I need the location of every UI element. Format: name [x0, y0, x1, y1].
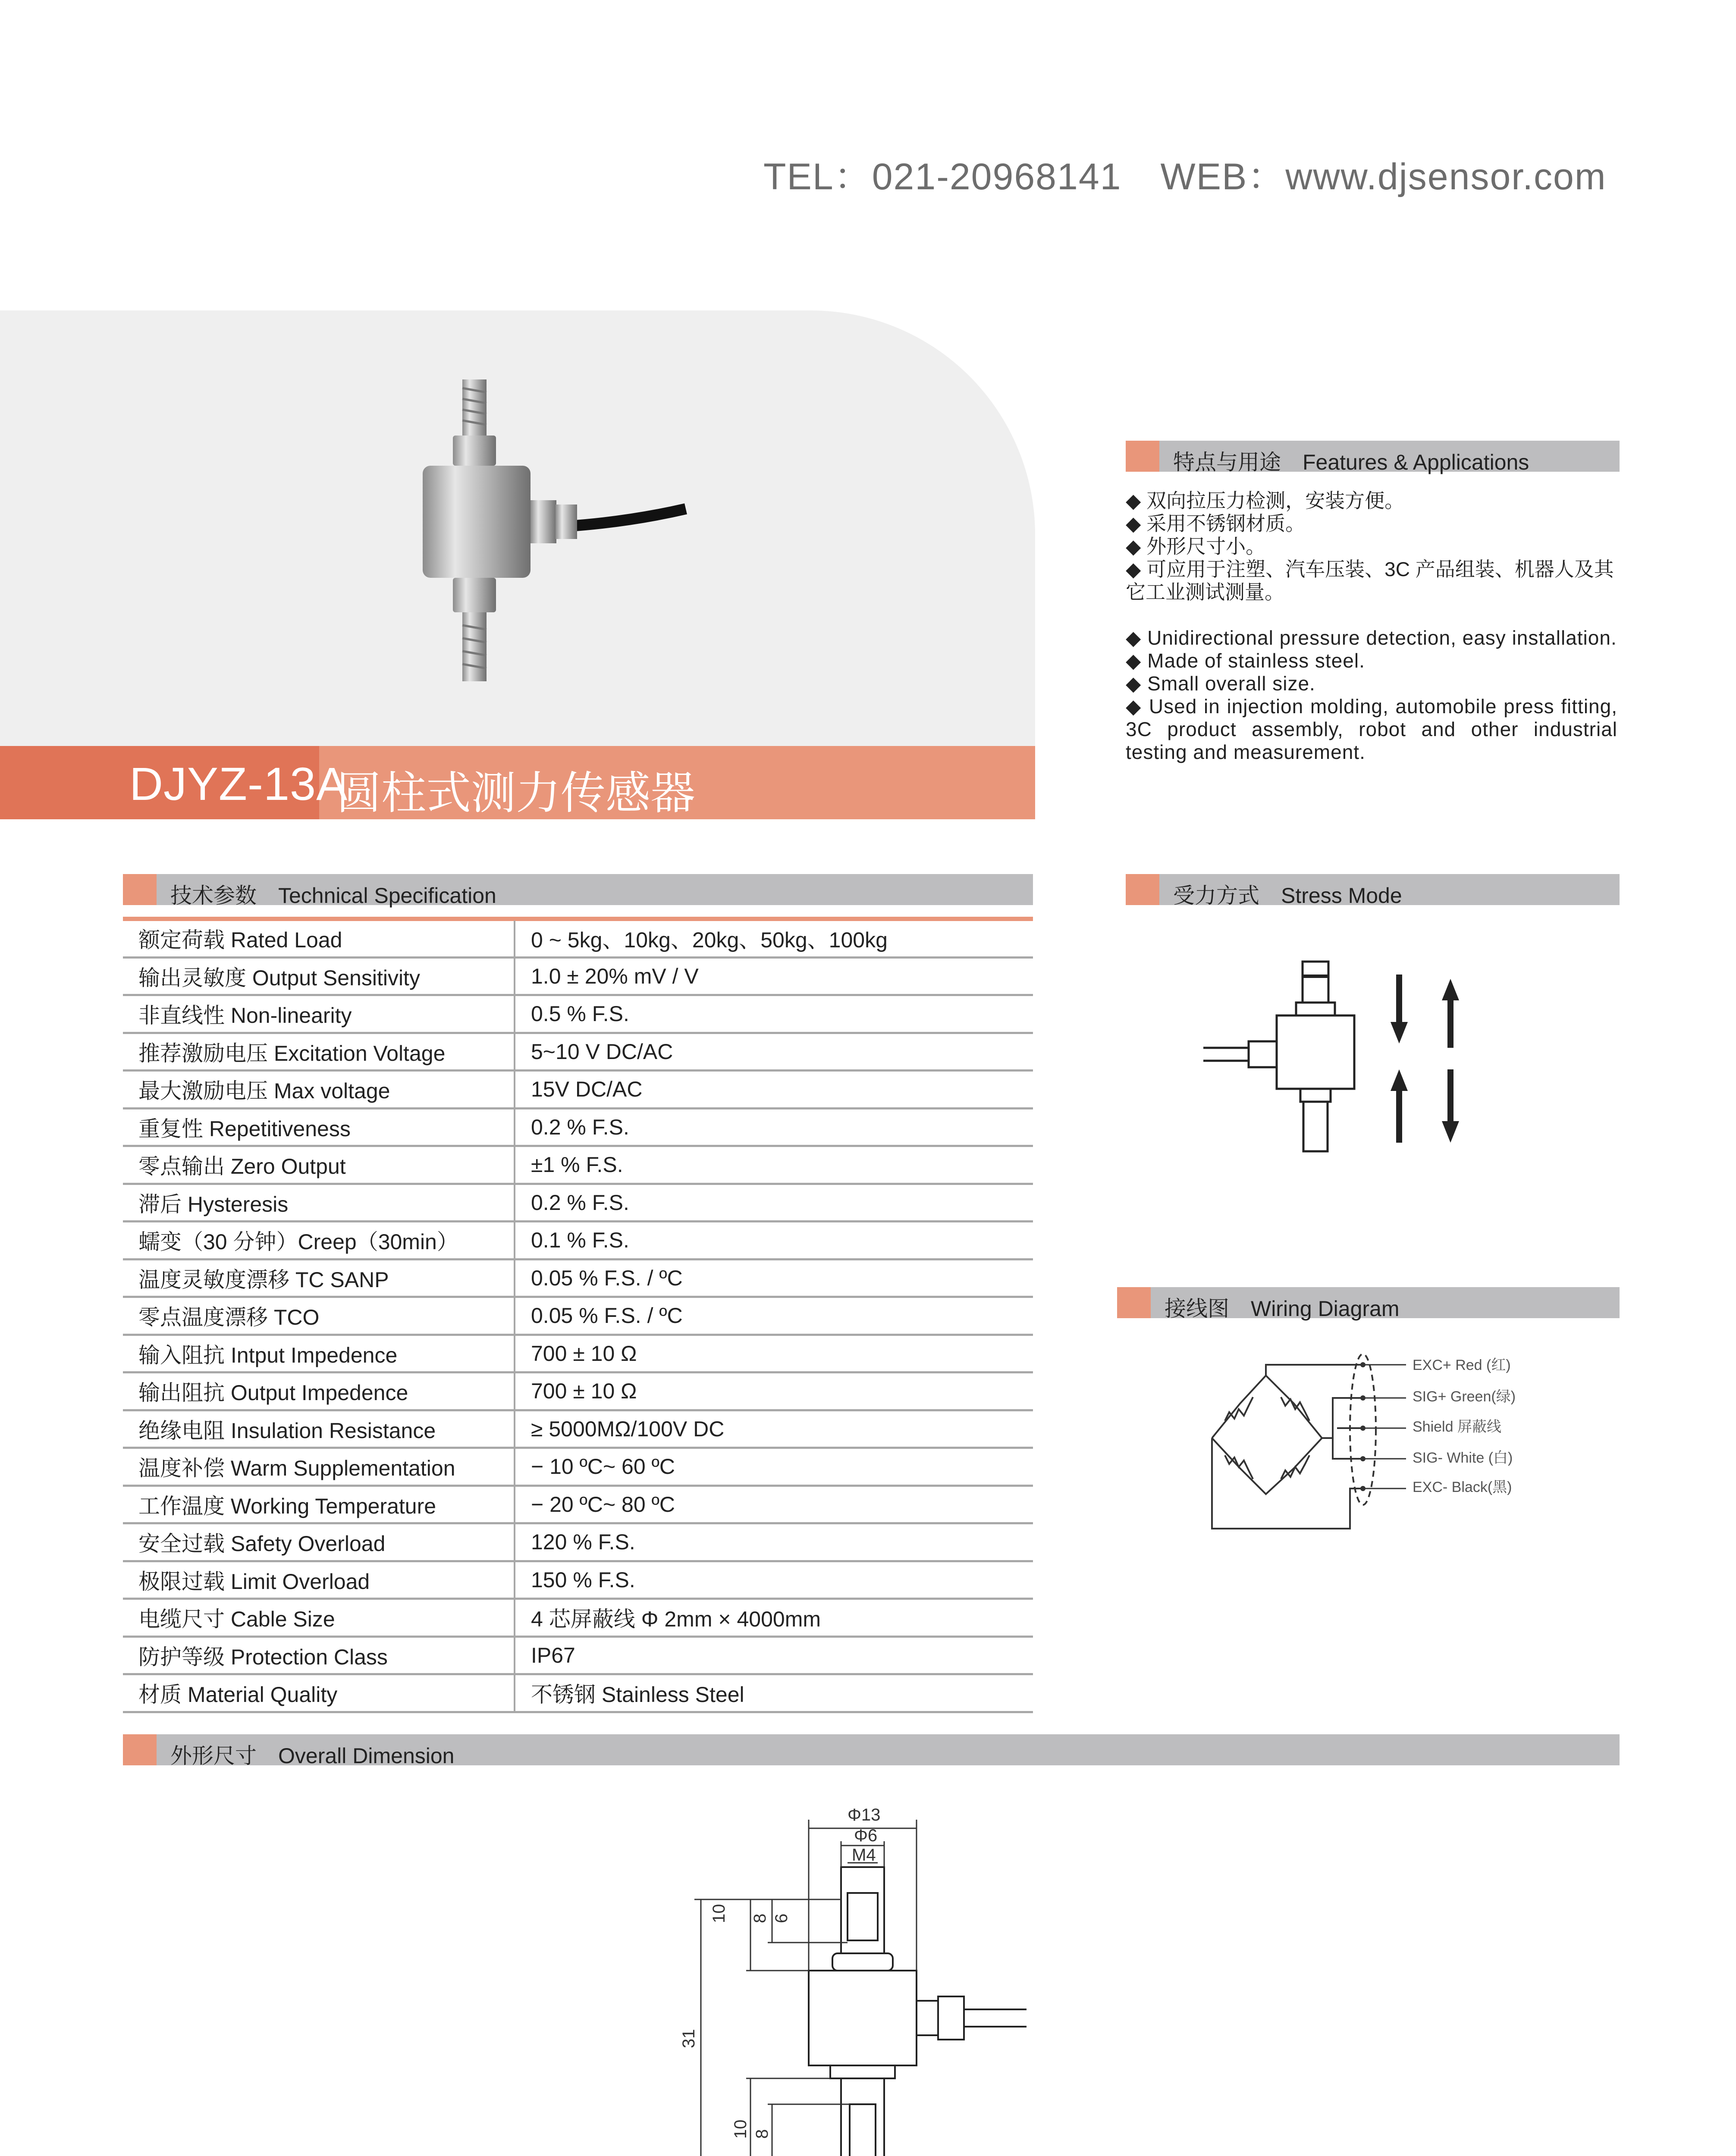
wire-label-exc-plus: EXC+ Red (红): [1413, 1357, 1511, 1373]
section-wiring-en: Wiring Diagram: [1251, 1297, 1400, 1321]
spec-label: 输出阻抗 Output Impedence: [123, 1373, 515, 1410]
spec-label: 温度补偿 Warm Supplementation: [123, 1448, 515, 1486]
table-row: [123, 1636, 1033, 1674]
tel-text: TEL：021-20968141: [763, 156, 1122, 197]
feature-cn-4: ◆ 可应用于注塑、汽车压装、3C 产品组装、机器人及其它工业测试测量。: [1126, 558, 1614, 603]
spec-value: 1.0 ± 20% mV / V: [515, 957, 1033, 995]
spec-value: 700 ± 10 Ω: [515, 1373, 1033, 1410]
table-row: [123, 1184, 1033, 1222]
spec-label: 零点输出 Zero Output: [123, 1146, 515, 1184]
section-specs-en: Technical Specification: [278, 884, 496, 908]
spec-label: 最大激励电压 Max voltage: [123, 1071, 515, 1109]
dim-h8-bot: 8: [753, 2129, 772, 2139]
spec-label: 额定荷载 Rated Load: [123, 921, 515, 957]
arrows: [1391, 975, 1459, 1143]
table-row: [123, 1410, 1033, 1448]
spec-value: 700 ± 10 Ω: [515, 1335, 1033, 1373]
spec-value: 0.05 % F.S. / ºC: [515, 1297, 1033, 1335]
spec-value: − 10 ºC~ 60 ºC: [515, 1448, 1033, 1486]
spec-label: 极限过载 Limit Overload: [123, 1561, 515, 1599]
table-row: [123, 1335, 1033, 1373]
section-specs-header: [123, 874, 1033, 908]
spec-value: 150 % F.S.: [515, 1561, 1033, 1599]
spec-label: 安全过载 Safety Overload: [123, 1523, 515, 1561]
section-features-cn: 特点与用途: [1173, 450, 1281, 474]
spec-label: 工作温度 Working Temperature: [123, 1485, 515, 1523]
table-row: [123, 1674, 1033, 1712]
spec-label: 防护等级 Protection Class: [123, 1636, 515, 1674]
spec-value: 0.5 % F.S.: [515, 995, 1033, 1033]
table-row: [123, 1523, 1033, 1561]
table-row: [123, 1485, 1033, 1523]
wire-label-sig-minus: SIG- White (白): [1413, 1450, 1513, 1466]
section-wiring-cn: 接线图: [1165, 1297, 1229, 1321]
section-stress-header: [1126, 874, 1620, 908]
web-text: WEB：www.djsensor.com: [1160, 156, 1607, 197]
spec-table: [123, 921, 1033, 1713]
spec-value: 4 芯屏蔽线 Φ 2mm × 4000mm: [515, 1599, 1033, 1637]
wire-label-exc-minus: EXC- Black(黑): [1413, 1479, 1512, 1495]
product-photo: [388, 379, 716, 724]
section-dimension-cn: 外形尺寸: [170, 1744, 257, 1768]
section-marker: [1126, 441, 1159, 472]
section-dimension-header: [123, 1734, 1620, 1768]
spec-label: 温度灵敏度漂移 TC SANP: [123, 1259, 515, 1297]
dim-d6-top: Φ6: [854, 1826, 878, 1845]
stress-mode-diagram: [1203, 957, 1479, 1173]
feature-en-1: ◆ Unidirectional pressure detection, easy installation.: [1126, 627, 1617, 649]
feature-cn-3: ◆ 外形尺寸小。: [1126, 535, 1266, 558]
dim-h10-top: 10: [709, 1904, 728, 1923]
feature-cn-2: ◆ 采用不锈钢材质。: [1126, 512, 1306, 535]
section-features-en: Features & Applications: [1303, 450, 1529, 474]
spec-label: 推荐激励电压 Excitation Voltage: [123, 1033, 515, 1071]
section-marker: [1126, 874, 1159, 905]
section-stress-cn: 受力方式: [1173, 884, 1259, 908]
feature-en-2: ◆ Made of stainless steel.: [1126, 649, 1365, 672]
spec-value: 不锈钢 Stainless Steel: [515, 1674, 1033, 1712]
spec-value: 120 % F.S.: [515, 1523, 1033, 1561]
spec-value: 0.05 % F.S. / ºC: [515, 1259, 1033, 1297]
spec-label: 材质 Material Quality: [123, 1674, 515, 1712]
section-wiring-header: [1117, 1287, 1620, 1321]
table-row: [123, 1222, 1033, 1260]
spec-value: 0.1 % F.S.: [515, 1222, 1033, 1260]
table-row: [123, 1259, 1033, 1297]
spec-label: 电缆尺寸 Cable Size: [123, 1599, 515, 1637]
table-row: [123, 921, 1033, 957]
features-text: [1126, 489, 1617, 764]
section-marker: [123, 1734, 157, 1765]
spec-label: 重复性 Repetitiveness: [123, 1108, 515, 1146]
section-stress-en: Stress Mode: [1281, 884, 1402, 908]
spec-value: 0.2 % F.S.: [515, 1108, 1033, 1146]
spec-label: 非直线性 Non-linearity: [123, 995, 515, 1033]
section-marker: [123, 874, 157, 905]
section-dimension-en: Overall Dimension: [278, 1744, 455, 1768]
spec-value: 0 ~ 5kg、10kg、20kg、50kg、100kg: [515, 921, 1033, 957]
spec-value: 5~10 V DC/AC: [515, 1033, 1033, 1071]
spec-value: ≥ 5000MΩ/100V DC: [515, 1410, 1033, 1448]
spec-value: IP67: [515, 1636, 1033, 1674]
spec-value: 15V DC/AC: [515, 1071, 1033, 1109]
spec-value: 0.2 % F.S.: [515, 1184, 1033, 1222]
table-row: [123, 1071, 1033, 1109]
dim-m4-top: M4: [852, 1846, 876, 1865]
feature-en-4: ◆ Used in injection molding, automobile press fitting, 3C product assembly, robot and other industrial testing and measurement.: [1126, 695, 1617, 763]
wiring-diagram: [1208, 1354, 1553, 1552]
spec-label: 输出灵敏度 Output Sensitivity: [123, 957, 515, 995]
dimension-drawing: [681, 1794, 1052, 2156]
wire-label-shield: Shield 屏蔽线: [1413, 1419, 1501, 1435]
dim-h6-top: 6: [772, 1913, 791, 1923]
feature-en-3: ◆ Small overall size.: [1126, 672, 1315, 695]
dim-d13: Φ13: [848, 1805, 881, 1824]
product-name: 圆柱式测力传感器: [336, 768, 696, 818]
spec-label: 零点温度漂移 TCO: [123, 1297, 515, 1335]
spec-label: 绝缘电阻 Insulation Resistance: [123, 1410, 515, 1448]
spec-label: 蠕变（30 分钟）Creep（30min）: [123, 1222, 515, 1260]
table-row: [123, 1561, 1033, 1599]
table-row: [123, 1448, 1033, 1486]
wire-label-sig-plus: SIG+ Green(绿): [1413, 1388, 1516, 1405]
table-row: [123, 1108, 1033, 1146]
section-marker: [1117, 1287, 1151, 1318]
table-row: [123, 957, 1033, 995]
table-row: [123, 1599, 1033, 1637]
spec-label: 滞后 Hysteresis: [123, 1184, 515, 1222]
table-row: [123, 1297, 1033, 1335]
section-specs-cn: 技术参数: [170, 884, 257, 908]
dim-h31: 31: [679, 2029, 698, 2048]
table-row: [123, 995, 1033, 1033]
spec-value: − 20 ºC~ 80 ºC: [515, 1485, 1033, 1523]
spec-label: 输入阻抗 Intput Impedence: [123, 1335, 515, 1373]
feature-cn-1: ◆ 双向拉压力检测，安装方便。: [1126, 489, 1405, 512]
dim-h8-top: 8: [750, 1913, 769, 1923]
section-features-header: [1126, 441, 1620, 472]
dim-h10-bot: 10: [731, 2119, 750, 2139]
product-model: DJYZ-13A: [129, 758, 348, 810]
spec-value: ±1 % F.S.: [515, 1146, 1033, 1184]
table-row: [123, 1373, 1033, 1410]
contact-line: [763, 147, 1645, 200]
table-row: [123, 1033, 1033, 1071]
table-row: [123, 1146, 1033, 1184]
